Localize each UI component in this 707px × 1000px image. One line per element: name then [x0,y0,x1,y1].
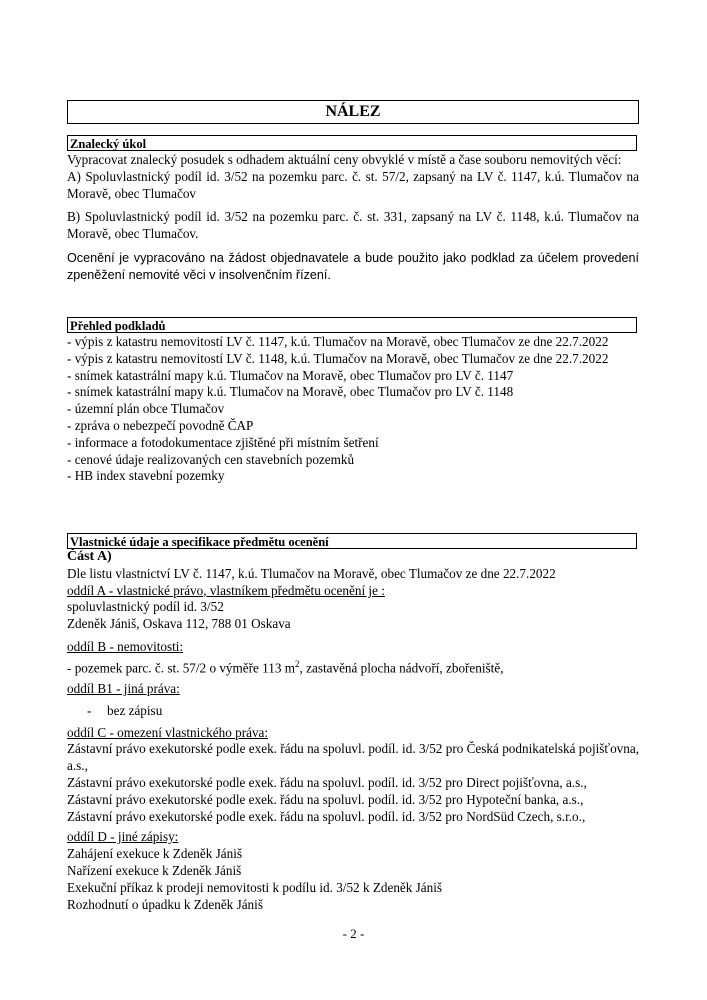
oddil-b1-heading: oddíl B1 - jiná práva: [67,680,180,696]
list-item: - informace a fotodokumentace zjištěné při místním šetření [67,434,379,450]
section-heading-vlastnicke: Vlastnické údaje a specifikace předmětu ocenění [67,533,637,549]
section-ukol [67,152,639,285]
list-item: Zástavní právo exekutorské podle exek. řádu na spoluvl. podíl. id. 3/52 pro NordSüd Czech, s.r.o., [67,808,586,824]
list-item: Zahájení exekuce k Zdeněk Jániš [67,846,243,862]
share-line: spoluvlastnický podíl id. 3/52 [67,599,224,615]
part-label: Část A) [67,549,112,564]
list-item: - výpis z katastru nemovitostí LV č. 1148, k.ú. Tlumačov na Moravě, obec Tlumačov ze dne 22.7.2022 [67,350,609,366]
oddil-b-heading: oddíl B - nemovitosti: [67,638,184,654]
list-item: Zástavní právo exekutorské podle exek. řádu na spoluvl. podíl. id. 3/52 pro Direct pojišťovna, a.s., [67,774,587,790]
list-item: - zpráva o nebezpečí povodně ČAP [67,417,254,433]
oddil-c-heading: oddíl C - omezení vlastnického práva: [67,724,269,740]
oddil-a-heading: oddíl A - vlastnické právo, vlastníkem předmětu ocenění je : [67,582,385,598]
list-item: Zástavní právo exekutorské podle exek. řádu na spoluvl. podíl. id. 3/52 pro Hypoteční banka, a.s., [67,791,584,807]
oddil-d-heading: oddíl D - jiné zápisy: [67,829,179,845]
list-item: - snímek katastrální mapy k.ú. Tlumačov na Moravě, obec Tlumačov pro LV č. 1147 [67,367,514,383]
parcel-text-rest: , zastavěná plocha nádvoří, zbořeniště, [299,660,504,676]
list-item: - HB index stavební pozemky [67,468,225,484]
list-item: - snímek katastrální mapy k.ú. Tlumačov na Moravě, obec Tlumačov pro LV č. 1148 [67,384,514,400]
section-vlastnicke [67,549,639,913]
list-item: Nařízení exekuce k Zdeněk Jániš [67,862,242,878]
page-title: NÁLEZ [67,100,639,124]
list-item: Exekuční příkaz k prodeji nemovitosti k podílu id. 3/52 k Zdeněk Jániš [67,879,443,895]
parcel-line [67,656,639,677]
list-item: Zástavní právo exekutorské podle exek. řádu na spoluvl. podíl. id. 3/52 pro Česká podnikatelská pojišťovna, a.s., [67,741,639,774]
lv-line: Dle listu vlastnictví LV č. 1147, k.ú. Tlumačov na Moravě, obec Tlumačov ze dne 22.7.2022 [67,565,556,581]
list-item: - cenové údaje realizovaných cen stavebních pozemků [67,451,355,467]
podklady-list [67,334,639,485]
ukol-item-a: A) Spoluvlastnický podíl id. 3/52 na pozemku parc. č. st. 57/2, zapsaný na LV č. 1147, k.ú. Tlumačov na Moravě, obec Tlumačov [67,168,639,201]
area-unit-sup: 2 [295,658,300,669]
page-number: - 2 - [342,926,365,941]
ukol-item-b: B) Spoluvlastnický podíl id. 3/52 na pozemku parc. č. st. 331, zapsaný na LV č. 1148, k.ú. Tlumačov na Moravě, obec Tlumačov. [67,209,639,242]
parcel-text: - pozemek parc. č. st. 57/2 o výměře 113 m [67,660,296,676]
section-heading-ukol: Znalecký úkol [67,135,637,151]
list-item: Rozhodnutí o úpadku k Zdeněk Jániš [67,896,263,912]
list-item: - územní plán obce Tlumačov [67,401,225,417]
section-heading-podklady: Přehled podkladů [67,317,637,333]
list-item: - výpis z katastru nemovitostí LV č. 1147, k.ú. Tlumačov na Moravě, obec Tlumačov ze dne 22.7.2022 [67,334,609,349]
ukol-note: Ocenění je vypracováno na žádost objednavatele a bude použito jako podklad za účelem provedení zpeněžení nemovité věci v insolvenčním řízení. [67,250,639,283]
b1-item-text: bez zápisu [107,702,163,718]
owner-line: Zdeněk Jániš, Oskava 112, 788 01 Oskava [67,616,291,632]
ukol-intro: Vypracovat znalecký posudek s odhadem aktuální ceny obvyklé v místě a čase souboru nemovitých věcí: [67,152,622,167]
b1-item: - bez zápisu [87,702,163,718]
